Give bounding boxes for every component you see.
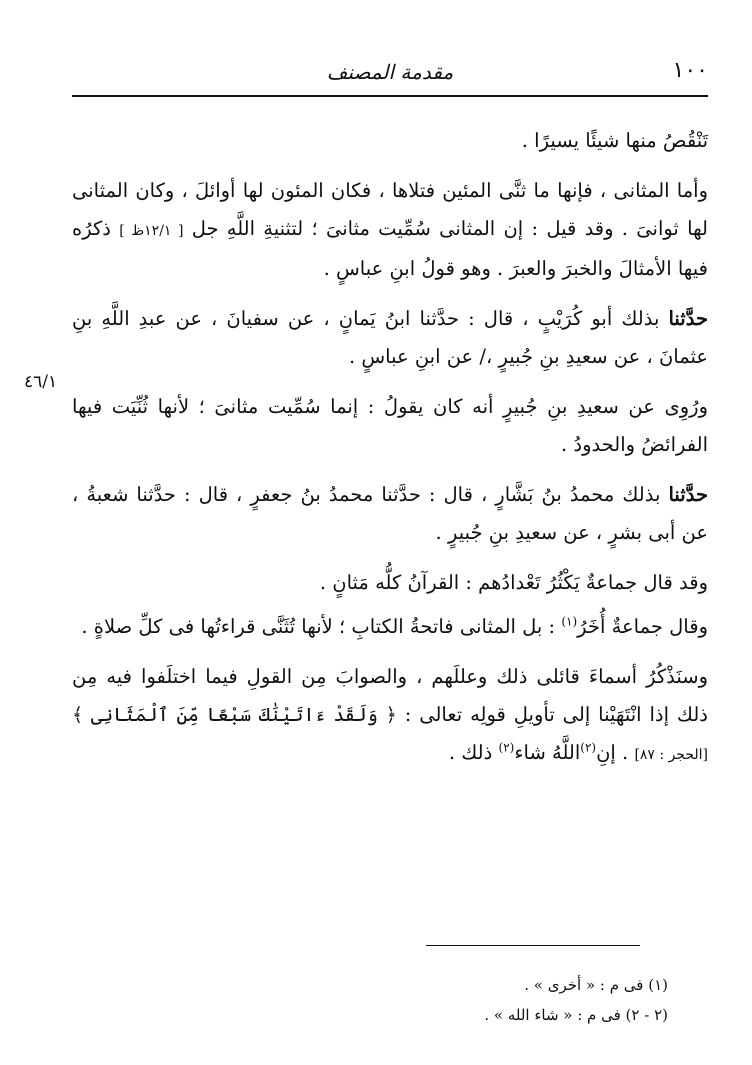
paragraph-text: بذلك أبو كُرَيْبٍ ، قال : حدَّثنا ابنُ يَمانٍ ، عن سفيانَ ، عن عبدِ اللَّهِ بنِ عثمانَ ، عن سعيدِ بنِ جُبيرٍ ،/ عن ابنِ عباسٍ .: [72, 307, 708, 368]
paragraph-1: [72, 122, 708, 160]
manuscript-folio-ref: [ ١٢/١ظ ]: [119, 223, 184, 239]
paragraph-text: بذلك محمدُ بنُ بَشَّارٍ ، قال : حدَّثنا محمدُ بنُ جعفرٍ ، قال : حدَّثنا شعبةُ ، عن أبى بشرٍ ، عن سعيدِ بنِ جُبيرٍ .: [72, 483, 708, 544]
paragraph-3: [72, 300, 708, 376]
paragraph-text: اللَّهُ شاء: [514, 741, 581, 764]
paragraph-text: ورُوِى عن سعيدِ بنِ جُبيرٍ أنه كان يقولُ : إنما سُمِّيت مثانىَ ؛ لأنها ثُنِّيَت فيها الفرائضُ والحدودُ .: [72, 395, 708, 456]
paragraph-text: ذلك .: [448, 741, 493, 764]
footnote-2: (٢ - ٢) فى م : « شاء الله » .: [484, 1006, 668, 1024]
paragraph-5: [72, 476, 708, 552]
quran-verse: ﴿ وَلَقَدْ ءَاتَيْنَٰكَ سَبْعًا مِّنَ ٱلْمَثَانِى ﴾: [72, 704, 397, 726]
footnote-marker[interactable]: (٢): [498, 740, 515, 755]
paragraph-6: [72, 564, 708, 602]
header-rule: [72, 95, 708, 97]
paragraph-7: [72, 608, 708, 646]
paragraph-text: تَنْقُصُ منها شيئًا يسيرًا .: [521, 129, 708, 152]
paragraph-text: وقد قال جماعةٌ يَكْثُرُ تَعْدادُهم : القرآنُ كلُّه مَثانٍ .: [319, 571, 708, 594]
paragraph-text: : بل المثانى فاتحةُ الكتابِ ؛ لأنها تُثَنَّى قراءتُها فى كلِّ صلاةٍ .: [81, 615, 556, 638]
verse-reference: [الحجر : ٨٧]: [634, 747, 708, 763]
footnote-rule: [426, 945, 640, 946]
hadith-lead-word: حدَّثنا: [668, 307, 708, 330]
paragraph-text: ذكرُه فيها الأمثالَ والخبرَ والعبرَ . وهو قولُ ابنِ عباسٍ .: [72, 217, 708, 280]
footnote-marker[interactable]: (٢): [580, 740, 597, 755]
footnote-1: (١) فى م : « أخرى » .: [524, 976, 668, 994]
paragraph-text: . إنِ: [596, 741, 629, 764]
main-text: [72, 122, 708, 786]
paragraph-text: وسنَذْكُرُ أسماءَ قائلى ذلك وعللَهم ، والصوابَ مِن القولِ فيما اختلَفوا فيه مِن ذلك إذا انْتَهَيْنا إلى تأويلِ قولِه تعالى :: [72, 665, 708, 726]
page-header: [72, 54, 708, 94]
page-number: ١٠٠: [672, 58, 708, 83]
footnotes: [72, 970, 668, 1030]
paragraph-text: وقال جماعةٌ أُخَرُ: [577, 615, 708, 638]
manuscript-margin-note: ٤٦/١: [24, 372, 58, 392]
paragraph-8: [72, 658, 708, 774]
paragraph-2: [72, 172, 708, 288]
running-title: مقدمة المصنف: [326, 60, 454, 84]
hadith-lead-word: حدَّثنا: [668, 483, 708, 506]
footnote-marker[interactable]: (١): [561, 614, 578, 629]
paragraph-text: وأما المثانى ، فإنها ما ثنَّى المئين فتلاها ، فكان المئون لها أوائلَ ، وكان المثانى لها ثوانىَ . وقد قيل : إن المثانى سُمِّيت مثانىَ ؛ لتثنيةِ اللَّهِ جل: [72, 179, 708, 240]
paragraph-4: [72, 388, 708, 464]
